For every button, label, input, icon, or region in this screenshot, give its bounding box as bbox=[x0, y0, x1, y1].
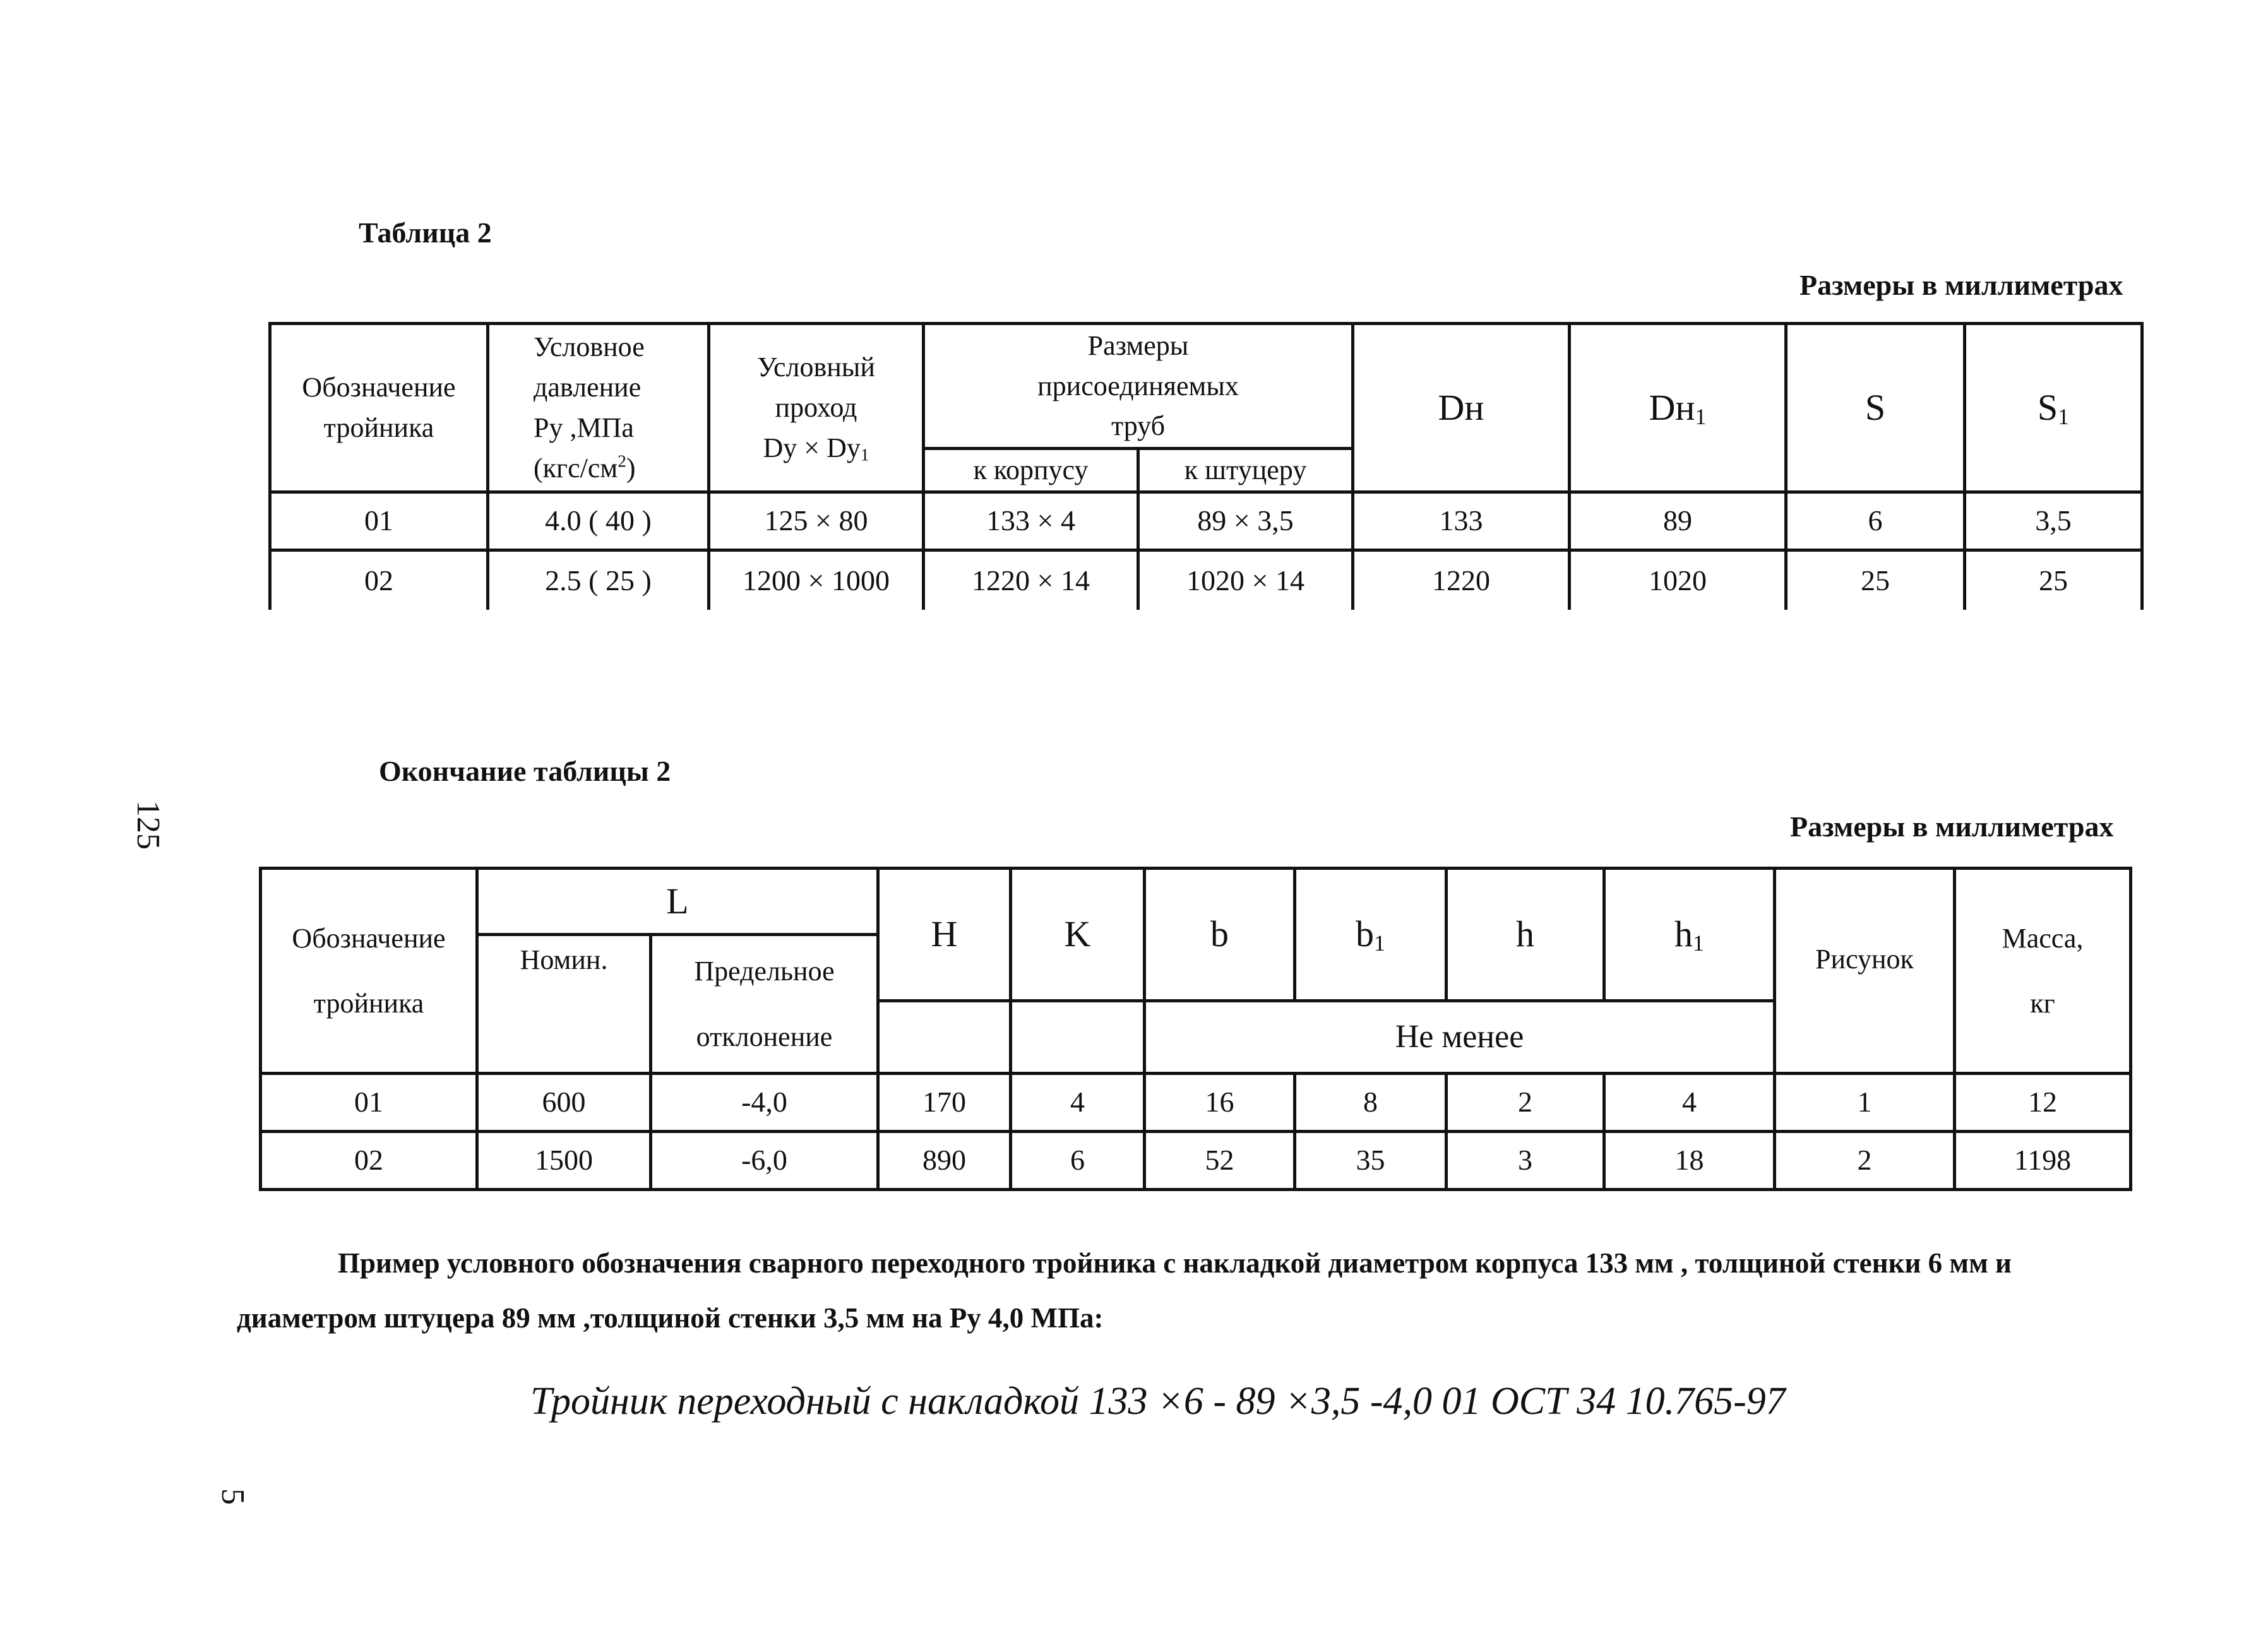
cell-mass: 1198 bbox=[1955, 1132, 2131, 1190]
header-figure: Рисунок bbox=[1775, 869, 1955, 1074]
cell-b: 16 bbox=[1145, 1074, 1295, 1132]
cell-s1: 25 bbox=[1965, 550, 2142, 610]
cell-designation: 02 bbox=[261, 1132, 477, 1190]
cell-b: 52 bbox=[1145, 1132, 1295, 1190]
cell-passage: 125 × 80 bbox=[709, 492, 924, 550]
cell-H: 170 bbox=[878, 1074, 1011, 1132]
cell-nominal: 600 bbox=[477, 1074, 651, 1132]
header-s: S bbox=[1786, 324, 1965, 492]
header-deviation: Предельное отклонение bbox=[651, 935, 878, 1074]
cell-figure: 1 bbox=[1775, 1074, 1955, 1132]
cell-pressure: 2.5 ( 25 ) bbox=[488, 550, 709, 610]
cell-K: 6 bbox=[1011, 1132, 1145, 1190]
header-H-bottom bbox=[878, 1001, 1011, 1074]
header-designation: Обозначение тройника bbox=[261, 869, 477, 1074]
header-pipe-sizes: Размеры присоединяемых труб bbox=[924, 324, 1353, 449]
example-line-2: диаметром штуцера 89 мм ,толщиной стенки 3,5 мм на Ру 4,0 МПа: bbox=[237, 1302, 1104, 1334]
cell-h: 2 bbox=[1447, 1074, 1604, 1132]
header-pressure: Условное давление Ру ,МПа $(кгс/см^2)$ bbox=[488, 324, 709, 492]
cell-s1: 3,5 bbox=[1965, 492, 2142, 550]
header-to-fitting: к штуцеру bbox=[1138, 449, 1353, 492]
cell-to-body: 133 × 4 bbox=[924, 492, 1138, 550]
header-K: K bbox=[1011, 869, 1145, 1001]
table2 bbox=[259, 867, 2132, 1191]
table2-units: Размеры в миллиметрах bbox=[1790, 810, 2114, 843]
cell-dn: 1220 bbox=[1353, 550, 1570, 610]
header-passage: Условный проход $Dy \times Dy_1$ bbox=[709, 324, 924, 492]
table1-title: Таблица 2 bbox=[359, 217, 492, 249]
page-number: 125 bbox=[130, 800, 166, 850]
cell-dn: 133 bbox=[1353, 492, 1570, 550]
cell-K: 4 bbox=[1011, 1074, 1145, 1132]
table1-units: Размеры в миллиметрах bbox=[1799, 269, 2123, 301]
cell-designation: 02 bbox=[270, 550, 488, 610]
cell-figure: 2 bbox=[1775, 1132, 1955, 1190]
cell-passage: 1200 × 1000 bbox=[709, 550, 924, 610]
header-h: h bbox=[1447, 869, 1604, 1001]
cell-to-body: 1220 × 14 bbox=[924, 550, 1138, 610]
cell-b1: 8 bbox=[1295, 1074, 1447, 1132]
cell-h: 3 bbox=[1447, 1132, 1604, 1190]
table-row bbox=[270, 492, 2142, 550]
page-side-number: 5 bbox=[215, 1488, 251, 1505]
cell-b1: 35 bbox=[1295, 1132, 1447, 1190]
cell-dn1: 89 bbox=[1570, 492, 1786, 550]
cell-designation: 01 bbox=[270, 492, 488, 550]
header-not-less: Не менее bbox=[1145, 1001, 1775, 1074]
cell-nominal: 1500 bbox=[477, 1132, 651, 1190]
header-b1: $b_1$ bbox=[1295, 869, 1447, 1001]
table-row bbox=[270, 550, 2142, 610]
header-h1: $h_1$ bbox=[1604, 869, 1775, 1001]
cell-deviation: -4,0 bbox=[651, 1074, 878, 1132]
cell-h1: 18 bbox=[1604, 1132, 1775, 1190]
header-dn1: $Dн_1$ bbox=[1570, 324, 1786, 492]
example-designation: Тройник переходный с накладкой 133 ×6 - 89 ×3,5 -4,0 01 ОСТ 34 10.765-97 bbox=[530, 1380, 1786, 1423]
table-row bbox=[261, 1074, 2131, 1132]
header-to-body: к корпусу bbox=[924, 449, 1138, 492]
header-K-bottom bbox=[1011, 1001, 1145, 1074]
header-b: b bbox=[1145, 869, 1295, 1001]
cell-to-fitting: 89 × 3,5 bbox=[1138, 492, 1353, 550]
cell-s: 25 bbox=[1786, 550, 1965, 610]
cell-pressure: 4.0 ( 40 ) bbox=[488, 492, 709, 550]
cell-h1: 4 bbox=[1604, 1074, 1775, 1132]
table1 bbox=[268, 322, 2144, 610]
header-dn: Dн bbox=[1353, 324, 1570, 492]
cell-s: 6 bbox=[1786, 492, 1965, 550]
cell-to-fitting: 1020 × 14 bbox=[1138, 550, 1353, 610]
table2-title: Окончание таблицы 2 bbox=[379, 755, 671, 787]
cell-H: 890 bbox=[878, 1132, 1011, 1190]
cell-deviation: -6,0 bbox=[651, 1132, 878, 1190]
example-line-1: Пример условного обозначения сварного переходного тройника с накладкой диаметром корпуса 133 мм , толщиной стенки 6 мм и bbox=[338, 1247, 2012, 1279]
table-row bbox=[261, 1132, 2131, 1190]
header-s1: $S_1$ bbox=[1965, 324, 2142, 492]
cell-mass: 12 bbox=[1955, 1074, 2131, 1132]
header-nominal: Номин. bbox=[477, 935, 651, 1074]
cell-dn1: 1020 bbox=[1570, 550, 1786, 610]
header-H: H bbox=[878, 869, 1011, 1001]
cell-designation: 01 bbox=[261, 1074, 477, 1132]
header-designation: Обозначение тройника bbox=[270, 324, 488, 492]
header-L: L bbox=[477, 869, 878, 935]
header-mass: Масса, кг bbox=[1955, 869, 2131, 1074]
